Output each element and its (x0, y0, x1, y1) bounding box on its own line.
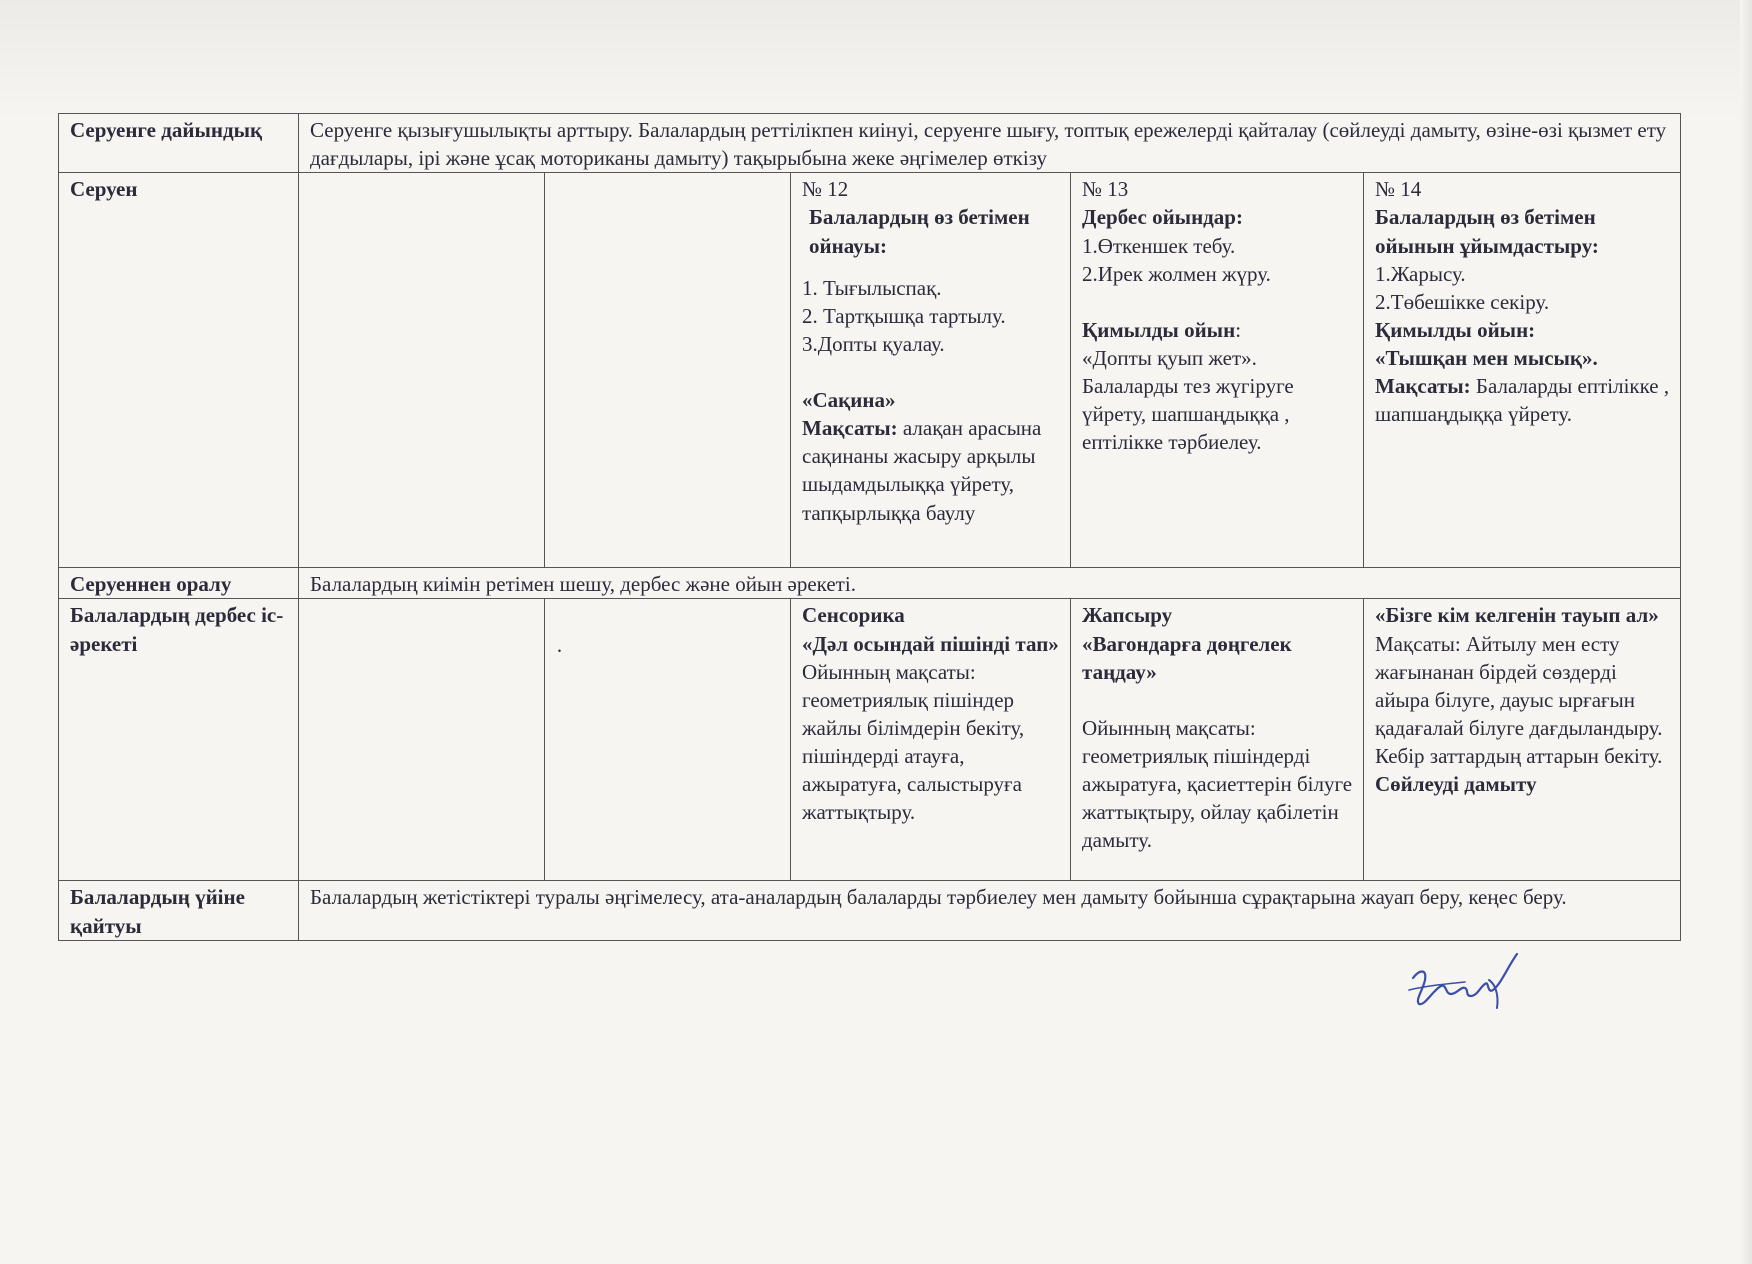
walk-14-item-1: 1.Жарысу. (1375, 261, 1466, 286)
row-label-going-home: Балалардың үйіне қайтуы (59, 881, 299, 940)
going-home-text: Балалардың жетістіктері туралы әңгімелесу, ата-аналардың балаларды тәрбиелеу мен дамыту бойынша сұрақтарына жауап беру, кеңес беру. (299, 881, 1681, 940)
walk-14-game-name: «Тышқан мен мысық». (1375, 346, 1598, 370)
independent-cell-sensorics (791, 599, 1071, 881)
independent-cell-empty-1 (299, 599, 545, 881)
return-from-walk-text: Балалардың киімін ретімен шешу, дербес және ойын әрекеті. (299, 568, 1681, 599)
walk-14-title: Балалардың өз бетімен ойынын ұйымдастыру: (1375, 205, 1599, 258)
walk-12-goal (802, 414, 1064, 527)
walk-14-number: № 14 (1375, 177, 1422, 202)
row-walk-preparation (59, 114, 1681, 173)
scan-shadow-top (0, 0, 1752, 120)
walk-14-goal (1375, 372, 1674, 428)
walk-13-game-name: «Допты қуып жет». (1082, 345, 1257, 370)
walk-12-item-1: 1. Тығылыспақ. (802, 275, 942, 300)
walk-13-number: № 13 (1082, 177, 1129, 202)
speech-game-name: «Бізге кім келгенін тауып ал» (1375, 603, 1659, 628)
walk-14-game-label: Қимылды ойын: (1375, 317, 1536, 342)
walk-13-game-colon: : (1235, 317, 1242, 342)
independent-cell-empty-2 (545, 599, 791, 881)
handwritten-signature (1405, 950, 1525, 1010)
sensorics-goal-text: Ойынның мақсаты: геометриялық пішіндер жайлы білімдерін бекіту, пішіндерді атауға, ажыратуға, салыстыруға жаттықтыру. (802, 659, 1025, 825)
walk-14-item-2: 2.Төбешікке секіру. (1375, 289, 1550, 314)
row-label-walk: Серуен (59, 173, 299, 568)
walk-13-item-2: 2.Ирек жолмен жүру. (1082, 261, 1271, 286)
walk-cell-day-14 (1364, 173, 1681, 568)
row-label-return-from-walk: Серуеннен оралу (59, 568, 299, 599)
applique-game-name: «Вагондарға дөңгелек таңдау» (1082, 631, 1292, 684)
row-walk (59, 173, 1681, 568)
daily-plan-table (58, 113, 1681, 941)
independent-cell-applique (1071, 599, 1364, 881)
walk-13-game-label: Қимылды ойын (1082, 317, 1236, 342)
walk-12-goal-label: Мақсаты: (802, 416, 898, 441)
walk-12-spacer-2 (802, 358, 1064, 386)
walk-12-number: № 12 (802, 177, 849, 202)
row-label-walk-preparation: Серуенге дайындық (59, 114, 299, 173)
walk-12-title: Балалардың өз бетімен ойнауы: (809, 205, 1030, 258)
walk-13-item-1: 1.Өткеншек тебу. (1082, 233, 1236, 258)
speech-area: Сөйлеуді дамыту (1375, 772, 1537, 797)
walk-cell-empty-2 (545, 173, 791, 568)
walk-cell-day-12 (791, 173, 1071, 568)
row-return-from-walk (59, 568, 1681, 599)
row-going-home (59, 881, 1681, 940)
independent-cell-speech (1364, 599, 1681, 881)
walk-13-game (1082, 316, 1357, 344)
walk-13-spacer (1082, 288, 1357, 316)
applique-goal-text: Ойынның мақсаты: геометриялық пішіндерді ажыратуға, қасиеттерін білуге жаттықтыру, ойлау қабілетін дамыту. (1082, 715, 1353, 853)
walk-12-game-name: «Сақина» (802, 388, 896, 412)
walk-cell-empty-1 (299, 173, 545, 568)
independent-stray-dot: · (556, 639, 563, 664)
sensorics-game-name: «Дәл осындай пішінді тап» (802, 631, 1059, 656)
walk-12-item-3: 3.Допты қуалау. (802, 331, 945, 356)
row-label-independent-activity: Балалардың дербес іс-әрекеті (59, 599, 299, 881)
walk-preparation-text: Серуенге қызығушылықты арттыру. Балалардың реттілікпен киінуі, серуенге шығу, топтық ережелерді қайталау (сөйлеуді дамыту, өзіне-өзі қызмет ету дағдылары, ірі және ұсақ моториканы дамыту) тақырыбына жеке әңгімелер өткізу (299, 114, 1681, 173)
walk-13-title: Дербес ойындар: (1082, 205, 1243, 230)
sensorics-subject: Сенсорика (802, 603, 905, 628)
walk-12-item-2: 2. Тартқышқа тартылу. (802, 303, 1006, 328)
applique-spacer (1082, 686, 1357, 714)
walk-12-spacer (802, 260, 1064, 274)
applique-subject: Жапсыру (1082, 603, 1173, 628)
speech-goal-text: Мақсаты: Айтылу мен есту жағынанан бірдей сөздерді айыра білуге, дауыс ырғағын қадағалай білуге дағдыландыру. Кебір заттардың аттарын бекіту. (1375, 631, 1663, 768)
walk-14-goal-label: Мақсаты: (1375, 374, 1471, 399)
walk-13-goal-text: Балаларды тез жүгіруге үйрету, шапшаңдыққа , ептілікке тәрбиелеу. (1082, 374, 1294, 455)
walk-14-goal-text: Балаларды ептілікке , шапшаңдыққа үйрету. (1375, 374, 1670, 427)
row-independent-activity (59, 599, 1681, 881)
walk-cell-day-13 (1071, 173, 1364, 568)
walk-12-goal-text: алақан арасына сақинаны жасыру арқылы шыдамдылыққа үйрету, тапқырлыққа баулу (802, 416, 1042, 525)
scan-shadow-right (1740, 0, 1752, 1264)
